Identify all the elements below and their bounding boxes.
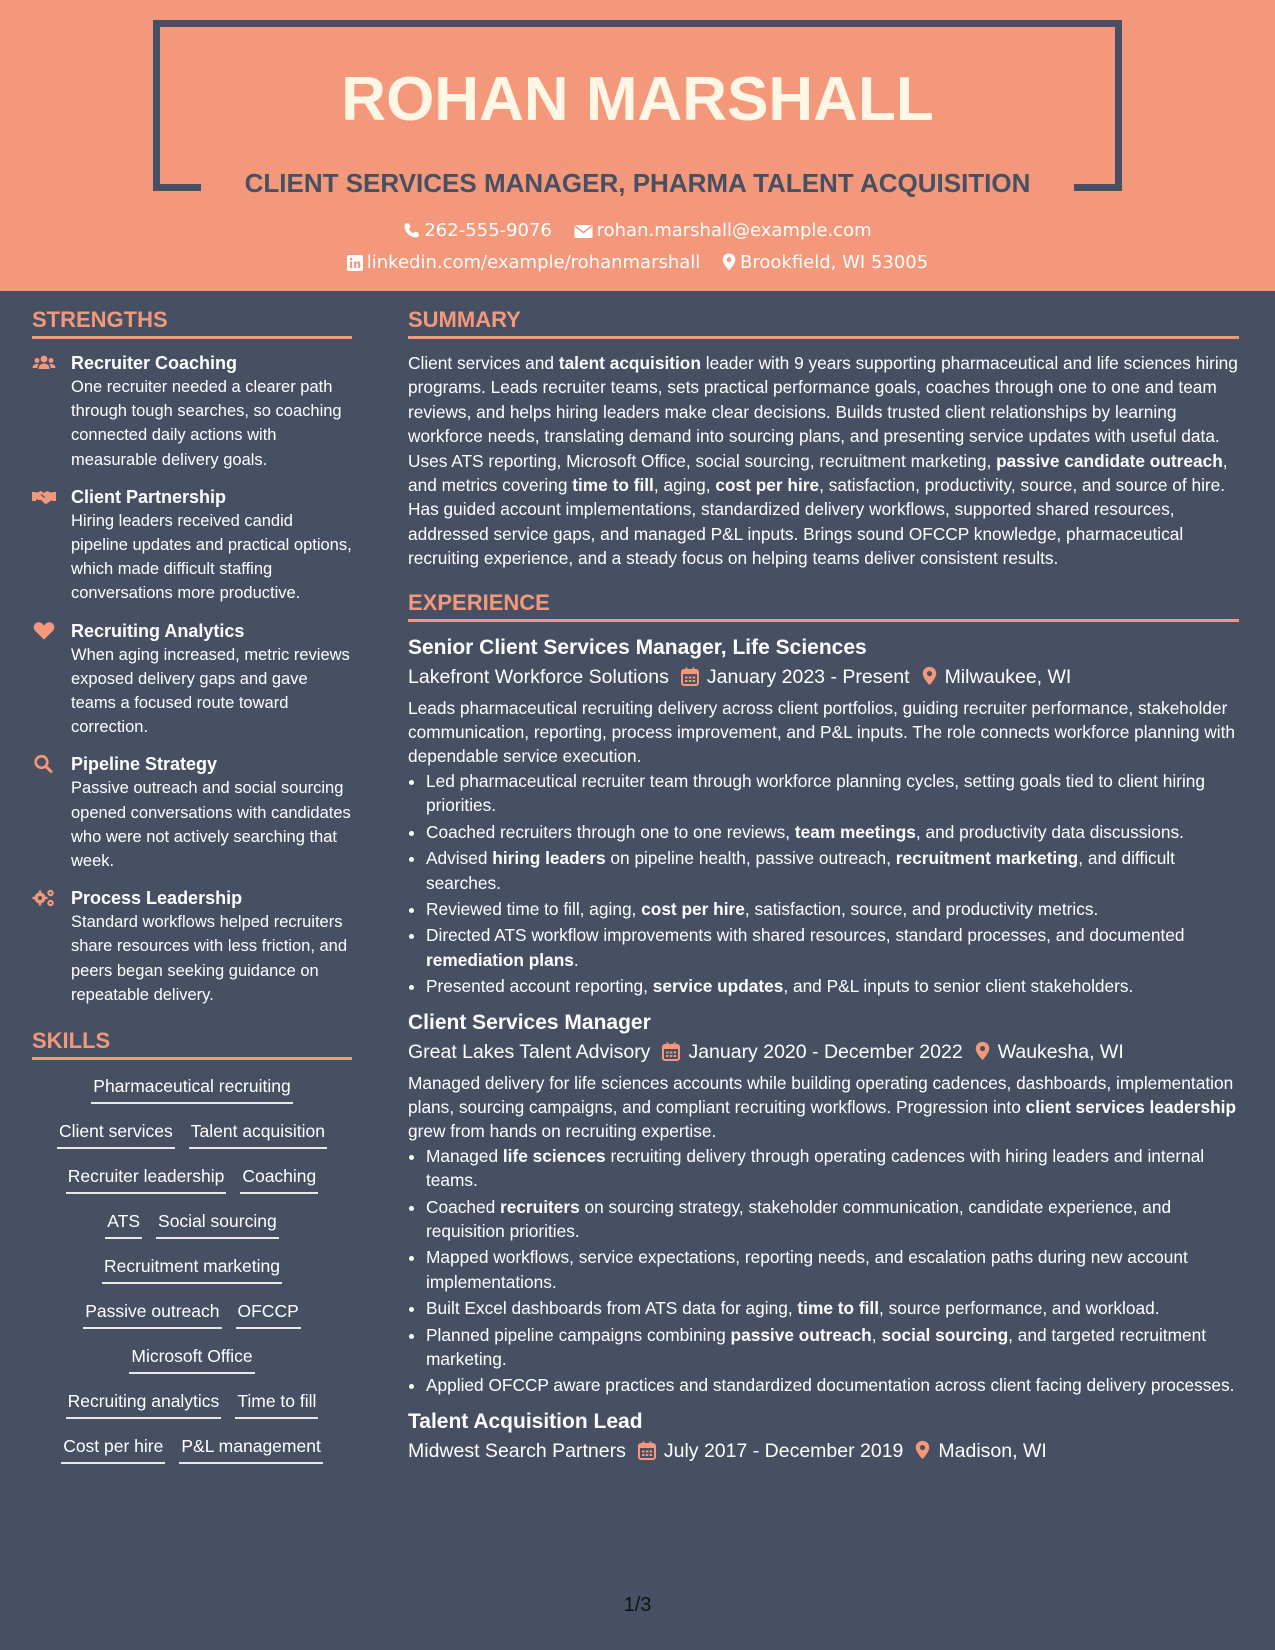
strength-title: Pipeline Strategy [71, 754, 218, 775]
skill-tag: Cost per hire [61, 1434, 165, 1464]
bold-text: recruitment marketing [895, 848, 1079, 869]
skill-tag: Coaching [240, 1164, 318, 1194]
email-icon [574, 224, 593, 239]
strength-item [32, 886, 352, 1007]
job-role: Talent Acquisition Lead [408, 1409, 643, 1433]
skill-tag: Recruitment marketing [102, 1254, 282, 1284]
strength-title: Recruiting Analytics [71, 620, 245, 641]
job-dates: January 2020 - December 2022 [688, 1040, 963, 1063]
strength-item [32, 752, 352, 873]
bullet-item: • Mapped workflows, service expectations, reporting needs, and escalation paths during new account implementations. [426, 1245, 1239, 1294]
job-dates: July 2017 - December 2019 [663, 1439, 904, 1462]
bold-text: client services leadership [1025, 1096, 1236, 1117]
strength-item [32, 485, 352, 606]
skill-tag: Talent acquisition [189, 1119, 327, 1149]
map-pin-icon [922, 666, 937, 686]
right-column [408, 306, 1239, 1476]
header-banner [0, 0, 1275, 291]
left-column [32, 306, 352, 1479]
bold-text: social sourcing [881, 1324, 1009, 1345]
skill-row [32, 1434, 352, 1479]
strength-item [32, 351, 352, 472]
bold-text: time to fill [797, 1298, 880, 1319]
linkedin-item[interactable] [347, 251, 701, 275]
skill-row [32, 1209, 352, 1254]
bullet-item: • Coached recruiters on sourcing strategy, stakeholder communication, candidate experience, and requisition priorities. [426, 1195, 1239, 1244]
skill-tag: Time to fill [235, 1389, 318, 1419]
job-location: Waukesha, WI [997, 1040, 1124, 1063]
summary-text: Client services and talent acquisition leader with 9 years supporting pharmaceutical and life sciences hiring programs. Leads recruiter teams, sets practical performance goals, coaches through one to one and team reviews, and helps hiring leaders make clear decisions. Builds trusted client relationships by learning workforce needs, translating demand into sourcing plans, and presenting service updates with useful data. Uses ATS reporting, Microsoft Office, social sourcing, recruitment marketing, passive candidate outreach, and metrics covering time to fill, aging, cost per hire, satisfaction, productivity, source, and source of hire. Has guided account implementations, standardized delivery workflows, supported shared resources, addressed service gaps, and managed P&L inputs. Brings sound OFCCP knowledge, pharmaceutical recruiting experience, and a steady focus on helping teams deliver consistent results. [408, 353, 1238, 569]
calendar-icon [681, 667, 699, 686]
skill-row [32, 1299, 352, 1344]
skill-tag: Pharmaceutical recruiting [91, 1074, 292, 1104]
job-entry [408, 634, 1239, 999]
bold-text: team meetings [794, 821, 916, 842]
job-bullets [408, 769, 1239, 999]
job-dates: January 2023 - Present [706, 665, 910, 688]
skill-tag: OFCCP [236, 1299, 301, 1329]
bold-text: cost per hire [715, 475, 820, 496]
job-company: Great Lakes Talent Advisory [408, 1040, 651, 1063]
phone-icon [403, 222, 420, 239]
strengths-heading: STRENGTHS [32, 306, 352, 339]
job-entry [408, 1408, 1239, 1466]
bullet-item: • Applied OFCCP aware practices and standardized documentation across client facing delivery processes. [426, 1373, 1239, 1397]
search-icon [32, 754, 56, 774]
strength-title: Process Leadership [71, 888, 243, 909]
candidate-title: CLIENT SERVICES MANAGER, PHARMA TALENT ACQUISITION [244, 168, 1031, 198]
bold-text: passive outreach [730, 1324, 872, 1345]
skills-list [32, 1072, 352, 1479]
skill-tag: ATS [105, 1209, 142, 1239]
bold-text: time to fill [572, 475, 654, 496]
strength-title: Recruiter Coaching [71, 353, 238, 373]
calendar-icon [662, 1042, 680, 1061]
contact-row-1 [0, 219, 1275, 243]
skill-row [32, 1119, 352, 1164]
location-text: Brookfield, WI 53005 [740, 252, 929, 273]
bullet-item: • Coached recruiters through one to one reviews, team meetings, and productivity data discussions. [426, 820, 1239, 844]
skill-row [32, 1344, 352, 1389]
skill-row [32, 1254, 352, 1299]
bold-text: remediation plans [426, 949, 574, 970]
bullet-item: • Built Excel dashboards from ATS data for aging, time to fill, source performance, and workload. [426, 1296, 1239, 1320]
bold-text: cost per hire [641, 898, 745, 919]
heart-icon [32, 621, 56, 641]
job-company: Lakefront Workforce Solutions [408, 665, 669, 688]
gears-icon [32, 888, 56, 908]
bullet-item: • Reviewed time to fill, aging, cost per hire, satisfaction, source, and productivity metrics. [426, 897, 1239, 921]
strength-desc: Standard workflows helped recruiters share resources with less friction, and peers began seeking guidance on repeatable delivery. [71, 913, 348, 1004]
skill-tag: Client services [57, 1119, 175, 1149]
skill-tag: Microsoft Office [129, 1344, 254, 1374]
job-meta [408, 1436, 1239, 1466]
map-pin-icon [915, 1440, 930, 1460]
job-description: Leads pharmaceutical recruiting delivery across client portfolios, guiding recruiter performance, stakeholder communication, reporting, process improvement, and P&L inputs. The role connects workforce planning with dependable service execution. [408, 697, 1236, 767]
skill-row [32, 1389, 352, 1434]
strength-desc: One recruiter needed a clearer path through tough searches, so coaching connected daily actions with measurable delivery goals. [71, 378, 342, 469]
skill-row [32, 1074, 352, 1119]
map-pin-icon [975, 1041, 990, 1061]
strength-item [32, 619, 352, 740]
strength-desc: Passive outreach and social sourcing opened conversations with candidates who were not actively searching that week. [71, 779, 351, 871]
bullet-item: • Planned pipeline campaigns combining passive outreach, social sourcing, and targeted recruitment marketing. [426, 1323, 1239, 1372]
linkedin-text: linkedin.com/example/rohanmarshall [366, 252, 701, 273]
email-text: rohan.marshall@example.com [596, 220, 872, 241]
users-icon [32, 353, 56, 373]
email-item[interactable] [574, 219, 872, 243]
phone-text: 262-555-9076 [424, 220, 552, 241]
bold-text: recruiters [499, 1196, 580, 1217]
bold-text: passive candidate outreach [996, 450, 1223, 471]
job-location: Milwaukee, WI [944, 665, 1072, 688]
linkedin-icon [347, 255, 363, 271]
strength-desc: When aging increased, metric reviews exposed delivery gaps and gave teams a focused route toward correction. [71, 645, 350, 737]
bullet-item: • Advised hiring leaders on pipeline health, passive outreach, recruitment marketing, and difficult searches. [426, 846, 1239, 895]
bold-text: service updates [652, 976, 784, 997]
job-meta [408, 1037, 1239, 1067]
job-entry [408, 1009, 1239, 1398]
skills-heading: SKILLS [32, 1027, 352, 1060]
bullet-item: • Led pharmaceutical recruiter team through workforce planning cycles, setting goals tied to client hiring priorities. [426, 769, 1239, 818]
summary-heading: SUMMARY [408, 306, 1239, 339]
handshake-icon [32, 487, 56, 507]
location-item [722, 251, 928, 275]
bold-text: hiring leaders [492, 848, 606, 869]
skill-tag: Social sourcing [156, 1209, 279, 1239]
skill-tag: Passive outreach [83, 1299, 221, 1329]
candidate-name: ROHAN MARSHALL [341, 65, 934, 134]
job-description: Managed delivery for life sciences accounts while building operating cadences, dashboards, implementation plans, sourcing campaigns, and compliant recruiting workflows. Progression into client services leadership grew from hands on recruiting expertise. [408, 1072, 1236, 1142]
job-company: Midwest Search Partners [408, 1439, 626, 1462]
job-role: Senior Client Services Manager, Life Sciences [408, 635, 867, 659]
skill-row [32, 1164, 352, 1209]
job-role: Client Services Manager [408, 1010, 651, 1034]
job-location: Madison, WI [938, 1439, 1047, 1462]
skill-tag: P&L management [179, 1434, 322, 1464]
strength-desc: Hiring leaders received candid pipeline updates and practical options, which made difficult staffing conversations more productive. [71, 511, 352, 603]
bold-text: talent acquisition [558, 353, 701, 373]
phone-item[interactable] [403, 219, 552, 243]
job-meta [408, 662, 1239, 692]
bold-text: life sciences [502, 1145, 606, 1166]
job-bullets [408, 1144, 1239, 1398]
bullet-item: • Managed life sciences recruiting delivery through operating cadences with hiring leaders and internal teams. [426, 1144, 1239, 1193]
skill-tag: Recruiter leadership [66, 1164, 227, 1194]
calendar-icon [638, 1441, 656, 1460]
experience-heading: EXPERIENCE [408, 589, 1239, 622]
bullet-item: • Presented account reporting, service updates, and P&L inputs to senior client stakeholders. [426, 974, 1239, 998]
contact-row-2 [0, 251, 1275, 275]
map-pin-icon [722, 253, 736, 271]
skill-tag: Recruiting analytics [66, 1389, 222, 1419]
page-number: 1/3 [623, 1594, 652, 1616]
strength-title: Client Partnership [71, 486, 227, 507]
experience-list [408, 634, 1239, 1466]
bullet-item: • Directed ATS workflow improvements with shared resources, standard processes, and documented remediation plans. [426, 923, 1239, 972]
